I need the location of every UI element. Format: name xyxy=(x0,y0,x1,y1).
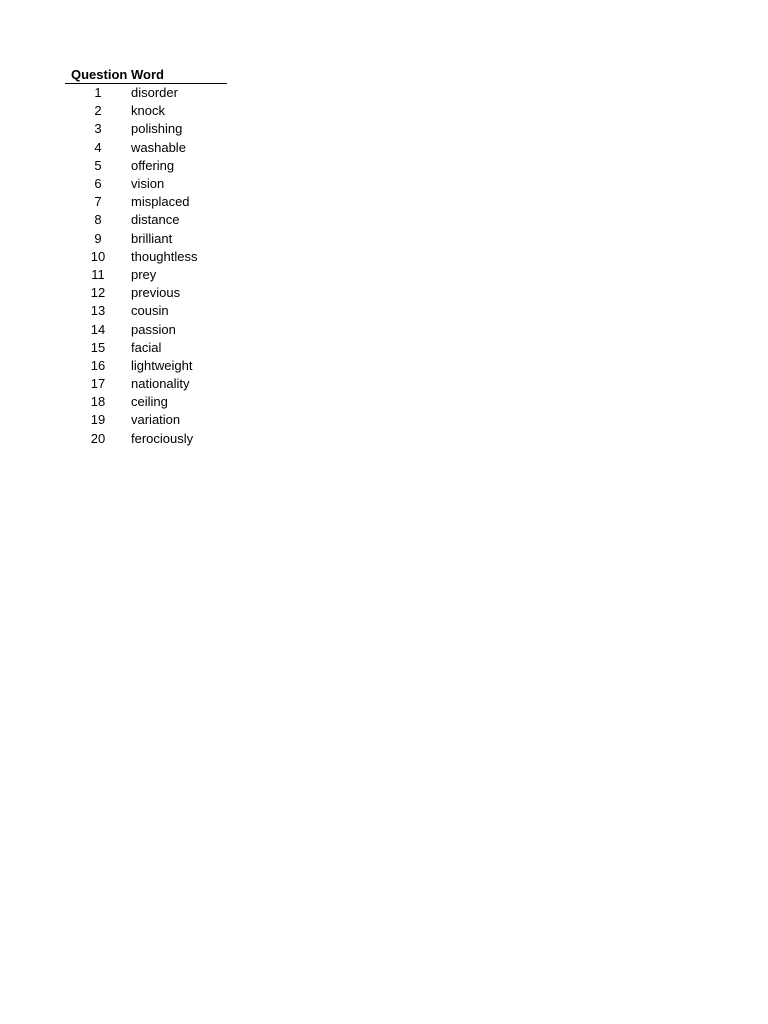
word-cell: nationality xyxy=(131,376,190,392)
table-row xyxy=(65,193,227,211)
table-row xyxy=(65,339,227,357)
table-row xyxy=(65,375,227,393)
word-list-table xyxy=(65,66,227,448)
table-row xyxy=(65,120,227,138)
question-number: 19 xyxy=(90,412,106,428)
question-number: 20 xyxy=(90,430,106,446)
question-number: 9 xyxy=(94,230,102,246)
word-cell: previous xyxy=(131,285,181,301)
word-cell: washable xyxy=(131,139,186,155)
table-row xyxy=(65,266,227,284)
word-cell: cousin xyxy=(131,303,169,319)
question-number: 5 xyxy=(94,157,102,173)
word-cell: ferociously xyxy=(131,430,194,446)
table-row xyxy=(65,84,227,103)
word-cell: facial xyxy=(131,339,162,355)
word-column-header: Word xyxy=(131,66,227,84)
question-column-header: Question xyxy=(65,66,131,84)
word-cell: polishing xyxy=(131,121,183,137)
word-cell: brilliant xyxy=(131,230,173,246)
table-row xyxy=(65,230,227,248)
word-cell: offering xyxy=(131,157,175,173)
table-row xyxy=(65,157,227,175)
word-list-sheet xyxy=(65,66,227,448)
word-cell: vision xyxy=(131,176,165,192)
word-cell: prey xyxy=(131,266,157,282)
question-number: 16 xyxy=(90,357,106,373)
table-row xyxy=(65,139,227,157)
word-cell: variation xyxy=(131,412,181,428)
table-row xyxy=(65,284,227,302)
table-row xyxy=(65,320,227,338)
question-number: 13 xyxy=(90,303,106,319)
question-number: 12 xyxy=(90,285,106,301)
table-row xyxy=(65,248,227,266)
question-number: 8 xyxy=(94,212,102,228)
question-number: 14 xyxy=(90,321,106,337)
table-row xyxy=(65,393,227,411)
table-row xyxy=(65,411,227,429)
question-number: 18 xyxy=(90,394,106,410)
word-cell: knock xyxy=(131,103,165,119)
table-row xyxy=(65,175,227,193)
question-number: 11 xyxy=(91,266,105,282)
question-number: 1 xyxy=(94,85,102,101)
question-number: 4 xyxy=(94,139,102,155)
question-number: 7 xyxy=(94,194,102,210)
table-row xyxy=(65,302,227,320)
word-cell: passion xyxy=(131,321,176,337)
question-number: 17 xyxy=(90,376,106,392)
table-row xyxy=(65,357,227,375)
word-cell: ceiling xyxy=(131,394,168,410)
word-cell: distance xyxy=(131,212,180,228)
word-cell: disorder xyxy=(131,85,178,101)
table-row xyxy=(65,430,227,448)
question-number: 2 xyxy=(94,103,102,119)
word-cell: misplaced xyxy=(131,194,190,210)
table-row xyxy=(65,211,227,229)
word-cell: thoughtless xyxy=(131,248,198,264)
question-number: 10 xyxy=(90,248,106,264)
word-cell: lightweight xyxy=(131,357,193,373)
question-number: 3 xyxy=(94,121,102,137)
question-number: 15 xyxy=(90,339,106,355)
table-header-row xyxy=(65,66,227,84)
table-row xyxy=(65,102,227,120)
question-number: 6 xyxy=(94,176,102,192)
